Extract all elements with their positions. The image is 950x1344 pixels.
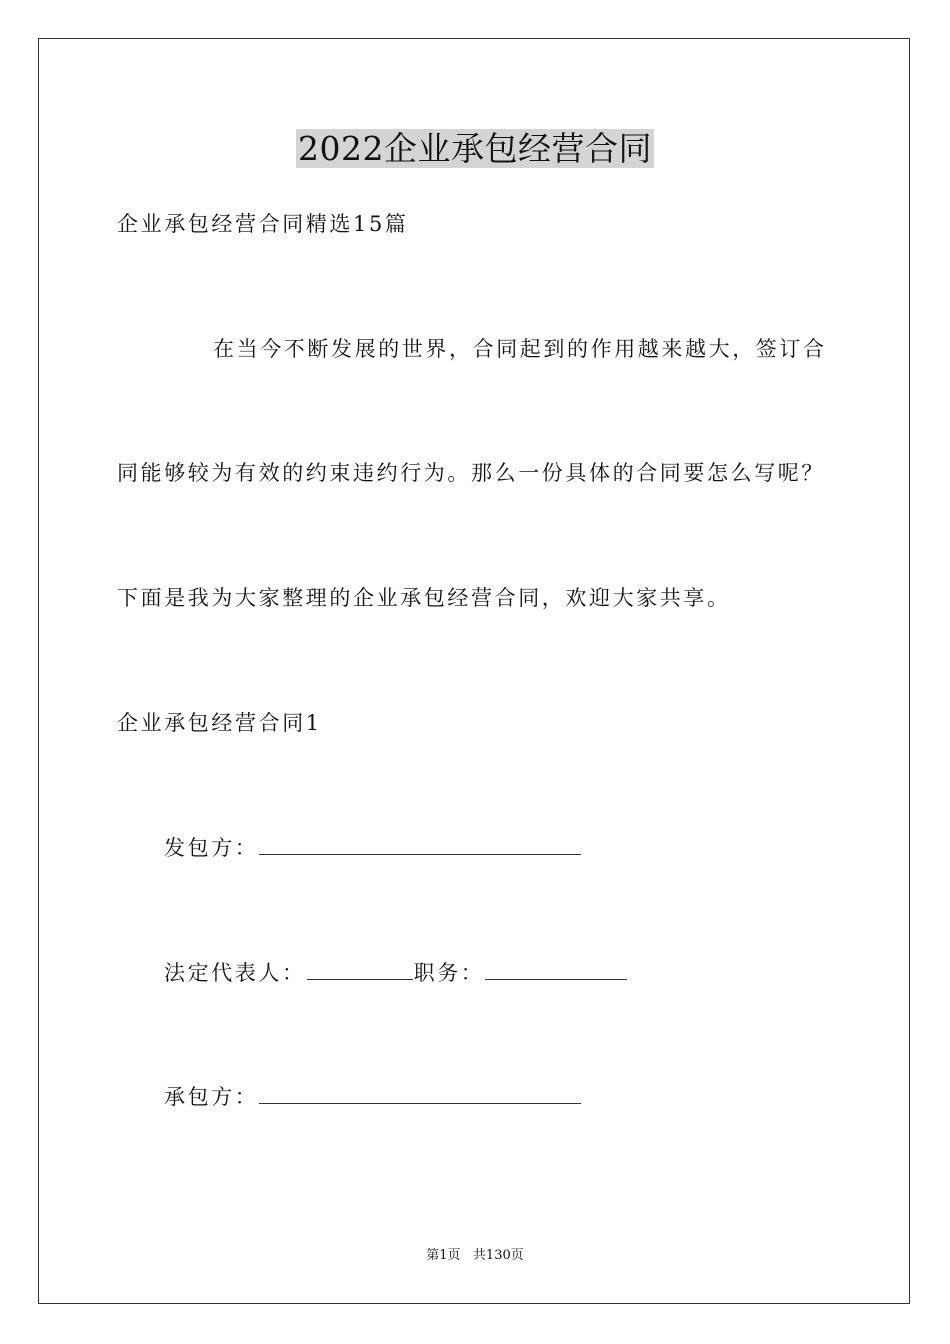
legal-rep-label: 法定代表人： [164,961,306,985]
position-blank[interactable] [485,957,627,980]
legal-rep-field-row [164,957,628,988]
document-subtitle: 企业承包经营合同精选15篇 [117,212,409,236]
issuer-blank[interactable] [259,832,581,855]
intro-paragraph-line-2: 同能够较为有效的约束违约行为。那么一份具体的合同要怎么写呢？ [117,461,825,485]
contractor-field-row [164,1081,582,1112]
contractor-label: 承包方： [164,1085,259,1109]
issuer-label: 发包方： [164,836,259,860]
section-heading: 企业承包经营合同1 [117,711,322,735]
intro-paragraph-line-3: 下面是我为大家整理的企业承包经营合同，欢迎大家共享。 [117,586,731,610]
contractor-blank[interactable] [259,1081,581,1104]
document-title [0,127,950,171]
page-footer: 第1页 共130页 [426,1248,524,1263]
position-label: 职务： [413,961,485,985]
intro-paragraph-line-1: 在当今不断发展的世界，合同起到的作用越来越大，签订合 [213,337,827,361]
document-title-text: 2022企业承包经营合同 [298,129,652,168]
legal-rep-blank[interactable] [307,957,413,980]
issuer-field-row [164,832,582,863]
